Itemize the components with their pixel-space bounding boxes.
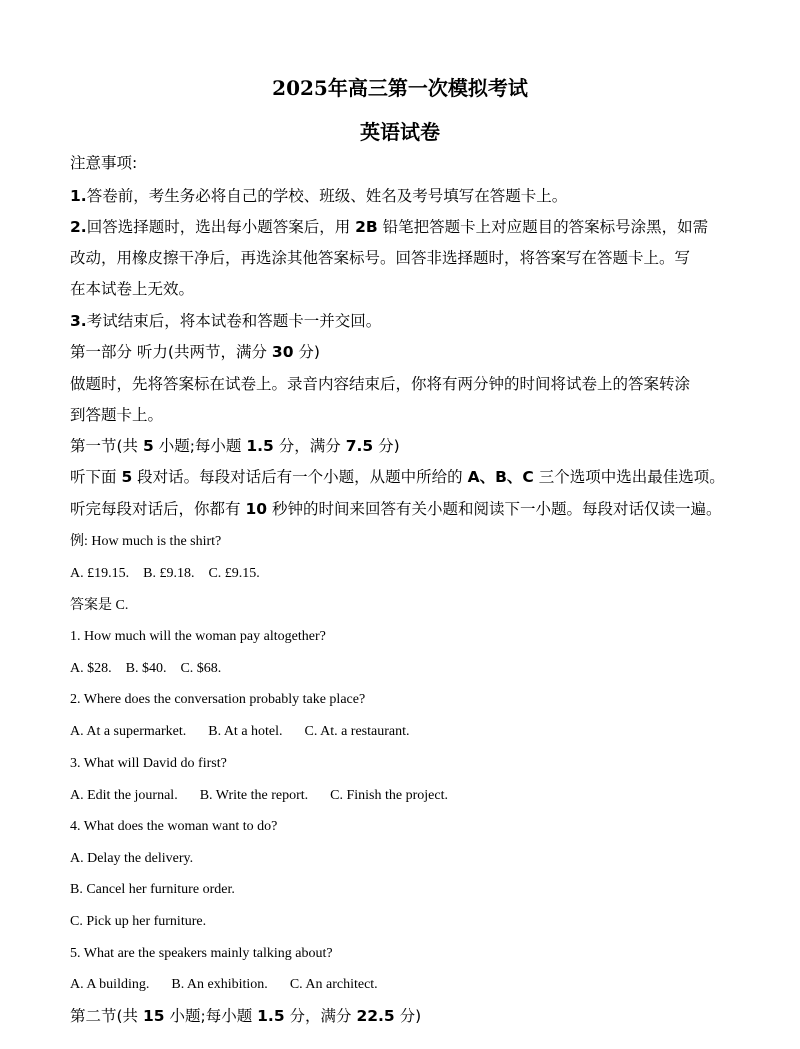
heading-text: 分，满分: [284, 1007, 357, 1025]
question-1-options: [70, 659, 221, 679]
instruction-options: A、B、C: [467, 468, 534, 486]
notice-heading: 注意事项:: [70, 154, 138, 172]
notice-item-2-line-3: 在本试卷上无效。: [70, 280, 195, 298]
notice-item-number: 2.: [70, 218, 87, 236]
instruction-text: 秒钟的时间来回答有关小题和阅读下一小题。每段对话仅读一遍。: [267, 500, 722, 518]
option-b: B. An exhibition.: [171, 977, 268, 992]
section1-instruction-line-2: [70, 499, 721, 519]
option-b: B. £9.18.: [143, 566, 195, 581]
heading-score: 30: [271, 343, 294, 361]
instruction-text: 三个选项中选出最佳选项。: [533, 468, 725, 486]
instruction-text: 段对话。每段对话后有一个小题，从题中所给的: [132, 468, 468, 486]
heading-text: 第一部分 听力(共两节，满分: [70, 343, 272, 361]
option-a: A. At a supermarket.: [70, 724, 187, 739]
section2-heading: [70, 1006, 421, 1026]
part1-instruction-line-1: 做题时，先将答案标在试卷上。录音内容结束后，你将有两分钟的时间将试卷上的答案转涂: [70, 375, 691, 393]
option-a: A. A building.: [70, 977, 150, 992]
option-a: A. Edit the journal.: [70, 788, 178, 803]
heading-number: 7.5: [345, 437, 374, 455]
question-2: 2. Where does the conversation probably take place?: [70, 692, 366, 707]
question-2-options: [70, 722, 410, 742]
heading-text: 分): [293, 343, 320, 361]
notice-item-2-line-1: [70, 217, 708, 237]
option-b: B. Write the report.: [199, 788, 309, 803]
notice-item-number: 1.: [70, 187, 87, 205]
heading-text: 小题;每小题: [164, 1007, 258, 1025]
notice-item-2-line-2: 改动，用橡皮擦干净后，再选涂其他答案标号。回答非选择题时，将答案写在答题卡上。写: [70, 249, 691, 267]
notice-item-text: 回答选择题时，选出每小题答案后，用: [86, 218, 356, 236]
option-a: A. $28.: [70, 661, 112, 676]
question-5-options: [70, 975, 378, 995]
section1-heading: [70, 436, 400, 456]
example-answer: 答案是 C.: [70, 598, 129, 613]
exam-subtitle: 英语试卷: [360, 120, 440, 144]
notice-item-1: [70, 186, 567, 206]
question-4-option-c: C. Pick up her furniture.: [70, 914, 207, 929]
option-c: C. An architect.: [289, 977, 378, 992]
section1-instruction-line-1: [70, 467, 725, 487]
heading-text: 分，满分: [273, 437, 346, 455]
notice-item-text: 考试结束后，将本试卷和答题卡一并交回。: [86, 312, 382, 330]
notice-item-text: 答卷前，考生务必将自己的学校、班级、姓名及考号填写在答题卡上。: [86, 187, 568, 205]
option-a: A. £19.15.: [70, 566, 130, 581]
instruction-number: 5: [121, 468, 133, 486]
option-c: C. Finish the project.: [330, 788, 448, 803]
heading-text: 第一节(共: [70, 437, 143, 455]
question-1: 1. How much will the woman pay altogether?: [70, 629, 326, 644]
instruction-text: 听完每段对话后，你都有: [70, 500, 246, 518]
question-3-options: [70, 786, 448, 806]
heading-number: 15: [142, 1007, 165, 1025]
heading-number: 5: [142, 437, 154, 455]
example-question: 例: How much is the shirt?: [70, 534, 222, 549]
question-4: 4. What does the woman want to do?: [70, 819, 278, 834]
question-5: 5. What are the speakers mainly talking about?: [70, 946, 333, 961]
option-c: C. At. a restaurant.: [304, 724, 410, 739]
instruction-text: 听下面: [70, 468, 122, 486]
question-4-option-b: B. Cancel her furniture order.: [70, 882, 235, 897]
question-3: 3. What will David do first?: [70, 756, 227, 771]
heading-text: 小题;每小题: [153, 437, 247, 455]
notice-item-number: 3.: [70, 312, 87, 330]
part1-heading: [70, 342, 320, 362]
option-b: B. $40.: [125, 661, 167, 676]
option-c: C. $68.: [180, 661, 222, 676]
heading-number: 22.5: [356, 1007, 395, 1025]
option-b: B. At a hotel.: [208, 724, 283, 739]
notice-item-3: [70, 311, 381, 331]
instruction-number: 10: [245, 500, 268, 518]
heading-text: 第二节(共: [70, 1007, 143, 1025]
heading-number: 1.5: [257, 1007, 285, 1025]
pencil-grade: 2B: [355, 218, 378, 236]
heading-number: 1.5: [246, 437, 274, 455]
option-c: C. £9.15.: [208, 566, 260, 581]
heading-text: 分): [373, 437, 400, 455]
question-4-option-a: A. Delay the delivery.: [70, 851, 194, 866]
heading-text: 分): [394, 1007, 422, 1025]
notice-item-text: 铅笔把答题卡上对应题目的答案标号涂黑，如需: [377, 218, 709, 236]
part1-instruction-line-2: 到答题卡上。: [70, 406, 164, 424]
exam-title: 2025年高三第一次模拟考试: [272, 76, 528, 100]
example-options: [70, 564, 260, 584]
